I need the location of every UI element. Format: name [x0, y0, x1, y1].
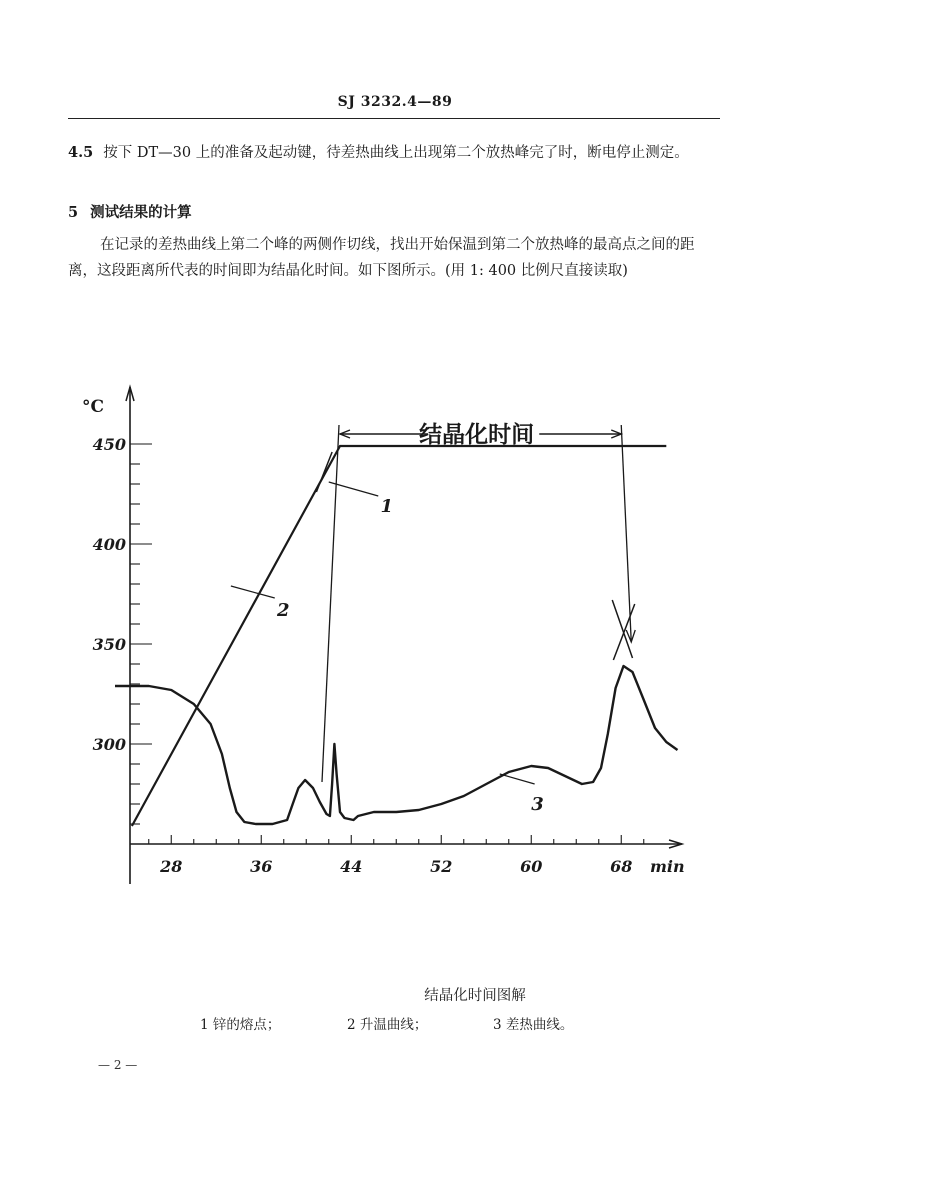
y-tick-label: 350: [92, 635, 126, 654]
section-5-heading: [68, 200, 708, 226]
annotation-1-zinc-melting-label: 1: [380, 496, 394, 517]
interval-end-line: [621, 425, 631, 642]
y-tick-label: 450: [92, 435, 126, 454]
chart-annotations: [231, 421, 635, 815]
annotation-2-heating-curve-label: 2: [277, 600, 290, 621]
heating-curve-line: [132, 446, 666, 826]
chart-title-label: 结晶化时间: [419, 421, 535, 448]
annotation-3-dta-curve-leader: [500, 774, 535, 784]
x-tick-label: 28: [160, 857, 183, 876]
legend-item-heating-curve: 2 升温曲线；: [347, 1017, 428, 1033]
x-tick-label: 68: [610, 857, 633, 876]
section-5-number: 5: [68, 204, 79, 221]
melting-tangent-line: [316, 452, 332, 492]
y-axis-unit-label: °C: [82, 397, 105, 417]
x-axis-unit-label: min: [650, 857, 685, 876]
section-4-5: [68, 140, 708, 166]
chart-series-layer: [115, 446, 678, 826]
dta-curve-line: [115, 666, 678, 824]
x-tick-label: 36: [250, 857, 273, 876]
legend-item-dta-curve: 3 差热曲线。: [493, 1017, 574, 1033]
chart-axes: [82, 387, 685, 884]
x-tick-label: 60: [520, 857, 543, 876]
y-tick-label: 400: [92, 535, 126, 554]
standard-code-header: SJ 3232.4—89: [337, 94, 453, 110]
section-4-5-text: 按下 DT—30 上的准备及起动键，待差热曲线上出现第二个放热峰完了时，断电停止测定。: [103, 145, 689, 161]
y-tick-label: 300: [92, 735, 126, 754]
page-number: — 2 —: [98, 1058, 138, 1072]
section-4-5-number: 4.5: [68, 144, 94, 161]
x-tick-label: 44: [340, 857, 363, 876]
legend-item-zinc-melting-point: 1 锌的熔点；: [200, 1017, 281, 1033]
x-tick-label: 52: [430, 857, 453, 876]
figure-caption: 结晶化时间图解: [424, 988, 526, 1004]
annotation-3-dta-curve-label: 3: [531, 794, 544, 815]
header-rule: [68, 118, 720, 119]
dta-chart: [60, 370, 700, 910]
section-5-body: 在记录的差热曲线上第二个峰的两侧作切线，找出开始保温到第二个放热峰的最高点之间的距离，这段距离所代表的时间即为结晶化时间。如下图所示。(用 1: 400 比例尺直接读取): [68, 237, 695, 279]
annotation-2-heating-curve-leader: [231, 586, 275, 598]
interval-start-line: [322, 425, 339, 782]
section-5-title: 测试结果的计算: [90, 204, 192, 221]
